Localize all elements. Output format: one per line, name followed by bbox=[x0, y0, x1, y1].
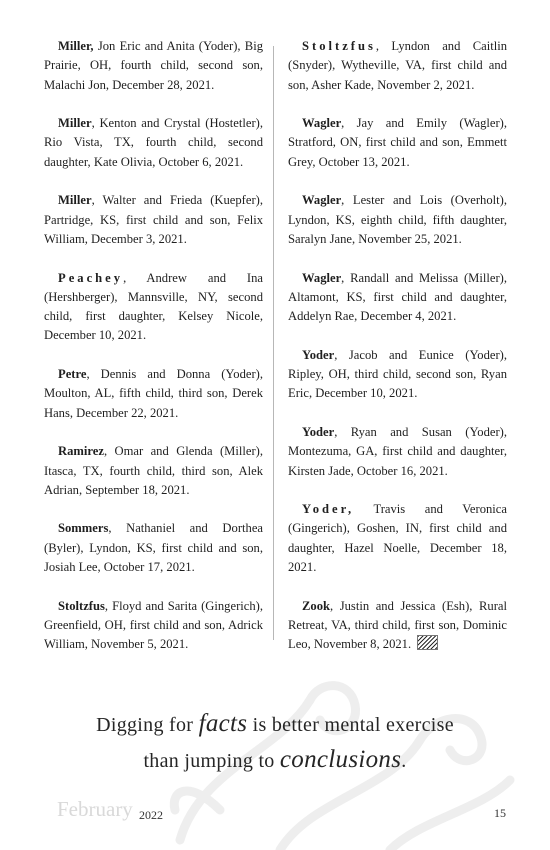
quote-text: Digging for bbox=[96, 714, 199, 736]
quote-text: . bbox=[401, 750, 407, 772]
family-name: Wagler bbox=[302, 270, 342, 285]
entry-details: , Jacob and Eunice (Yoder), Ripley, OH, third child, second son, Ryan Eric, December 10, 2021. bbox=[288, 347, 507, 401]
page-number: 15 bbox=[494, 806, 506, 820]
footer-year: 2022 bbox=[139, 808, 163, 822]
birth-announcement-entry bbox=[288, 500, 507, 577]
birth-announcement-entry bbox=[288, 269, 507, 327]
entry-details: , Jay and Emily (Wagler), Stratford, ON, first child and son, Emmett Grey, October 13, 2021. bbox=[288, 116, 507, 169]
entry-details: , Floyd and Sarita (Gingerich), Greenfield, OH, first child and son, Adrick William, November 5, 2021. bbox=[44, 598, 263, 652]
family-name: Miller, bbox=[58, 39, 94, 53]
quote-emphasis: facts bbox=[198, 710, 248, 737]
birth-announcement-entry bbox=[44, 37, 263, 95]
entry-details: , Justin and Jessica (Esh), Rural Retreat, VA, third child, first son, Dominic Leo, November 8, 2021. bbox=[288, 598, 507, 652]
woodcut-ornament-icon bbox=[417, 635, 438, 650]
quote-emphasis: conclusions bbox=[279, 746, 402, 773]
family-name: Petre bbox=[58, 367, 87, 382]
family-name: Ramirez bbox=[58, 444, 104, 459]
birth-announcement-entry bbox=[288, 37, 507, 95]
footer-month-watermark: February bbox=[57, 797, 133, 821]
entry-details: , Andrew and Ina (Hershberger), Mannsville, NY, second child, first daughter, Kelsey Nicole, December 10, 2021. bbox=[44, 270, 263, 343]
entry-details: , Lyndon and Caitlin (Snyder), Wytheville, VA, first child and son, Asher Kade, November 2, 2021. bbox=[288, 39, 507, 92]
family-name: Yoder bbox=[302, 347, 335, 362]
birth-announcement-entry bbox=[288, 114, 507, 172]
family-name: Wagler bbox=[302, 193, 342, 208]
family-name: Sommers bbox=[58, 521, 109, 536]
left-column bbox=[44, 37, 263, 674]
family-name: Yoder, bbox=[302, 502, 355, 517]
column-divider bbox=[273, 46, 274, 640]
entry-details: , Dennis and Donna (Yoder), Moulton, AL, fifth child, third son, Derek Hans, December 22, 2021. bbox=[44, 367, 263, 420]
entry-details: Jon Eric and Anita (Yoder), Big Prairie, OH, fourth child, second son, Malachi Jon, December 28, 2021. bbox=[44, 39, 263, 92]
birth-announcement-entry bbox=[44, 114, 263, 172]
family-name: Wagler bbox=[302, 116, 342, 131]
birth-announcement-entry bbox=[44, 442, 263, 500]
birth-announcement-entry bbox=[288, 597, 507, 655]
family-name: Miller bbox=[58, 193, 92, 208]
birth-announcement-entry bbox=[288, 191, 507, 249]
quote-text: is better mental exercise bbox=[247, 714, 454, 736]
family-name: Peachey bbox=[58, 270, 124, 285]
quote-text: than jumping to bbox=[143, 750, 280, 772]
birth-announcement-entry bbox=[44, 597, 263, 655]
birth-announcement-entry bbox=[288, 346, 507, 404]
entry-details: , Randall and Melissa (Miller), Altamont, KS, first child and daughter, Addelyn Rae, December 4, 2021. bbox=[288, 270, 507, 324]
birth-announcement-entry bbox=[44, 365, 263, 423]
entry-details: Travis and Veronica (Gingerich), Goshen, IN, first child and daughter, Hazel Noelle, December 18, 2021. bbox=[288, 502, 507, 575]
right-column bbox=[288, 37, 507, 674]
entry-details: , Nathaniel and Dorthea (Byler), Lyndon, KS, first child and son, Josiah Lee, October 17, 2021. bbox=[44, 521, 263, 575]
family-name: Stoltzfus bbox=[58, 598, 105, 613]
entry-details: , Kenton and Crystal (Hostetler), Rio Vista, TX, fourth child, second daughter, Kate Olivia, October 6, 2021. bbox=[44, 116, 263, 169]
family-name: Miller bbox=[58, 116, 92, 131]
entry-details: , Walter and Frieda (Kuepfer), Partridge, KS, first child and son, Felix William, December 3, 2021. bbox=[44, 193, 263, 246]
quote-line-1 bbox=[40, 710, 510, 738]
entry-details: , Lester and Lois (Overholt), Lyndon, KS, eighth child, fifth daughter, Saralyn Jane, November 25, 2021. bbox=[288, 193, 507, 246]
family-name: Zook bbox=[302, 598, 330, 613]
birth-announcement-entry bbox=[44, 269, 263, 346]
entry-details: , Ryan and Susan (Yoder), Montezuma, GA, first child and daughter, Kirsten Jade, October 16, 2021. bbox=[288, 424, 507, 478]
birth-announcement-entry bbox=[288, 423, 507, 481]
birth-announcement-entry bbox=[44, 191, 263, 249]
family-name: Stoltzfus bbox=[302, 39, 376, 53]
entry-details: , Omar and Glenda (Miller), Itasca, TX, fourth child, third son, Alek Adrian, September 18, 2021. bbox=[44, 444, 263, 497]
birth-announcement-entry bbox=[44, 519, 263, 577]
quote-line-2 bbox=[40, 746, 510, 774]
family-name: Yoder bbox=[302, 424, 335, 439]
